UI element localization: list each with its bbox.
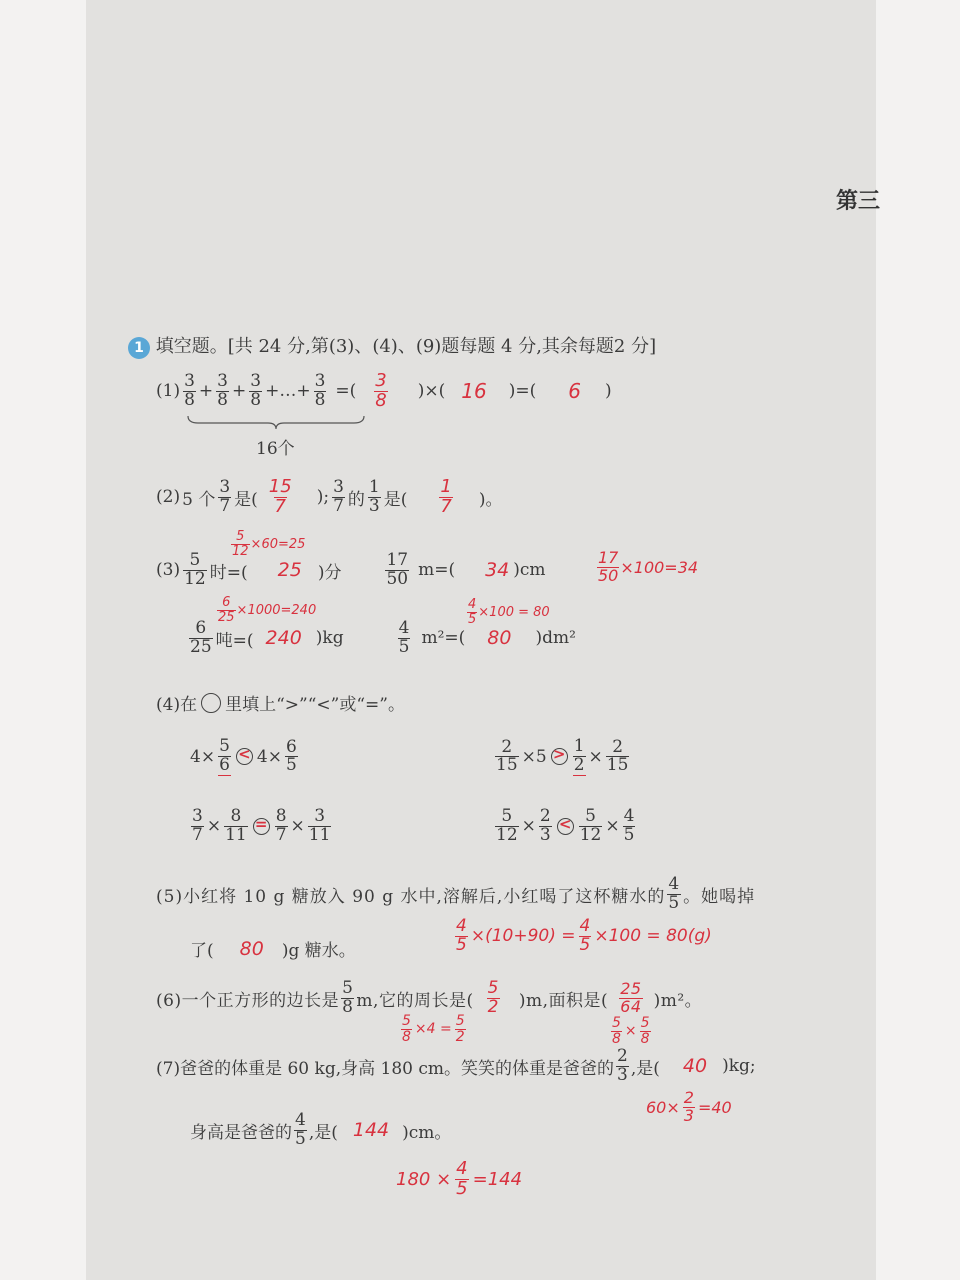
question-2 [156,478,502,517]
q7-fraction: 2 3 [617,1046,628,1085]
q7-text: )kg; [722,1056,756,1077]
q1-answer-result: 6 [568,379,581,404]
q6-fraction: 5 8 [342,978,354,1017]
q6-work-perimeter [400,1014,467,1044]
q2-text: )。 [478,489,503,510]
q4-e1-circle: < [236,748,253,765]
q5-work-text: ×100 = 80(g) [594,926,712,947]
q4-e1-fraction: $\frac{6}{5}$ [285,736,297,776]
q3-answer-d: 80 [487,627,512,650]
question-1 [156,372,612,411]
q5-work-fraction: $\frac{4}{5}$ [579,916,591,955]
q7-work-text: =40 [697,1097,732,1117]
q1-term-fraction: $\frac{3}{8}$ [250,371,262,410]
q4-e4-fraction: $\frac{2}{3}$ [539,806,551,845]
question-7-line-2 [190,1112,451,1149]
page-corner-heading: 第三 [836,189,881,214]
q4-e1-text: 4× [190,746,216,767]
q5-work-fraction: $\frac{4}{5}$ [456,916,467,955]
q4-e2-circle: > [551,748,568,765]
q4-e2-text: × [588,746,603,767]
q4-e4-text: × [521,816,536,837]
q3-unit: )分 [317,562,342,583]
question-6 [156,980,702,1017]
q3-work-a-text: ×60=25 [250,536,306,552]
q1-ellipsis: +…+ [265,381,311,402]
q6-work-fraction: $\frac{5}{8}$ [640,1015,650,1047]
q6-text: m,它的周长是( [356,990,474,1011]
q6-text: )m²。 [653,990,703,1011]
q4-e1-fraction: $\frac{5}{6}$ [219,736,230,775]
q3-answer-b: 34 [485,559,510,582]
q7-work-weight [646,1090,732,1125]
q3-work-c-text: ×1000=240 [236,602,317,618]
q3-fraction-a: 5 12 [184,550,206,589]
q1-term-fraction: 3 8 [184,371,195,410]
q5-text: (5)小红将 10 g 糖放入 90 g 水中,溶解后,小红喝了这杯糖水的 [156,886,666,907]
q7-answer-height: 144 [352,1119,390,1142]
q1-equals-2: )=( [508,381,537,402]
question-5-line-1 [156,876,755,913]
section-heading [128,332,656,359]
q5-text: )g 糖水。 [281,941,356,961]
q7-text: (7)爸爸的体重是 60 kg,身高 180 cm。笑笑的体重是爸爸的 [156,1058,615,1079]
q4-e2-fraction: $\frac{2}{15}$ [606,736,629,776]
q4-expression-1 [190,738,299,776]
q7-work-text: 180 × [396,1168,452,1190]
q3-unit: )dm² [535,628,576,649]
q6-text: (6)一个正方形的边长是 [156,990,340,1011]
q4-prompt-text: 里填上“>”“<”或“=”。 [225,695,405,715]
q6-work-area [610,1016,652,1046]
q7-work-fraction: $\frac{4}{5}$ [456,1158,468,1199]
q3-answer-c: 240 [265,627,302,650]
q3-fraction-b: 17 50 [386,550,409,589]
q4-e4-fraction: $\frac{5}{12}$ [496,806,518,845]
q6-answer-perimeter: 5 2 [487,978,499,1017]
q5-work-text: ×(10+90) = [470,926,576,947]
question-3-row-2 [188,620,576,657]
q3-work-c-fraction: $\frac{6}{25}$ [218,595,235,625]
q7-text: ,是( [630,1058,660,1079]
q3-fraction-d: 4 5 [398,618,410,657]
q1-plus: + [198,381,214,402]
q4-expression-3 [190,808,332,845]
q1-plus: + [232,381,247,402]
q2-fraction: 1 3 [368,477,380,516]
q7-fraction: 4 5 [295,1110,306,1149]
q4-e3-fraction: $\frac{8}{7}$ [275,806,287,845]
q1-answer-fraction: 3 8 [375,370,387,411]
q4-e2-fraction: $\frac{2}{15}$ [496,736,518,776]
q7-work-fraction: $\frac{2}{3}$ [683,1088,694,1125]
q4-e4-circle: < [557,818,574,835]
q4-expression-2 [494,738,630,776]
section-number-badge: 1 [128,337,150,359]
q2-text: 的 [347,489,365,510]
q3-work-d-fraction: $\frac{4}{5}$ [468,597,477,627]
q3-unit: m²=( [421,628,466,649]
q4-e3-fraction: $\frac{3}{7}$ [192,806,203,845]
q1-times: )×( [417,381,446,402]
q3-unit: 吨=( [215,630,254,651]
q4-prompt-text: (4)在 [156,695,198,715]
question-5-line-2 [190,936,356,961]
q4-e3-fraction: $\frac{8}{11}$ [225,806,247,845]
q3-answer-a: 25 [277,559,302,582]
q3-unit: )kg [315,628,344,649]
q2-fraction: 3 7 [219,477,231,516]
q4-expression-4 [494,808,636,845]
q2-text: 是( [383,489,408,510]
question-3-row-1 [156,552,546,589]
q7-text: 身高是爸爸的 [190,1122,292,1143]
q3-fraction-c: 6 25 [190,618,212,657]
q7-work-text: 60× [646,1097,680,1117]
q3-work-b-fraction: $\frac{17}{50}$ [598,548,619,585]
q5-work [454,918,712,955]
q2-number: (2) [156,487,181,508]
q1-equals: =( [335,381,357,402]
comparison-circle-icon [201,693,221,713]
q3-number: (3) [156,560,181,581]
q1-number: (1) [156,381,181,402]
q5-fraction: 4 5 [668,874,681,913]
q4-e3-circle: = [253,818,270,835]
q1-brace-label: 16个 [256,439,295,459]
q3-unit: 时=( [209,562,248,583]
q5-text: 了( [190,941,214,961]
q1-close-paren: ) [604,381,612,402]
q2-answer-fraction-1: 15 7 [268,476,292,517]
q1-answer-count: 16 [461,379,487,404]
q4-e4-fraction: $\frac{5}{12}$ [579,806,602,845]
q4-e4-fraction: $\frac{4}{5}$ [623,806,635,845]
q5-answer: 80 [239,937,264,960]
q3-work-b-text: ×100=34 [620,557,699,577]
q6-text: )m,面积是( [518,990,609,1011]
q6-work-fraction: $\frac{5}{8}$ [612,1015,621,1047]
q1-term-fraction: $\frac{3}{8}$ [314,371,326,410]
q5-text: 。她喝掉 [683,886,756,907]
q2-text: ); [316,487,330,508]
q3-unit: m=( [418,560,456,581]
q3-work-a-fraction: $\frac{5}{12}$ [232,529,249,559]
q4-e3-text: × [206,816,222,837]
question-4-prompt [156,690,405,715]
q1-underbrace [186,414,366,430]
q3-unit: )cm [513,560,546,581]
q2-text: 5 个 [182,489,216,510]
q7-answer-weight: 40 [682,1055,708,1078]
q7-text: )cm。 [402,1122,452,1143]
q7-text: ,是( [308,1122,338,1143]
q4-e3-text: × [290,816,305,837]
q2-text: 是( [234,489,258,510]
section-title: 填空题。[共 24 分,第(3)、(4)、(9)题每题 4 分,其余每题2 分] [155,336,657,357]
q4-e2-fraction: $\frac{1}{2}$ [573,736,585,775]
q4-e4-text: × [605,816,620,837]
q4-e1-text: 4× [256,746,282,767]
q6-work-fraction: $\frac{5}{8}$ [402,1013,411,1045]
q7-work-text: =144 [472,1168,523,1190]
q2-answer-fraction-2: 1 7 [440,476,452,517]
q3-work-b [596,550,698,585]
q4-e2-text: ×5 [521,746,547,767]
q1-term-fraction: $\frac{3}{8}$ [217,371,228,410]
q6-work-text: ×4 = [414,1021,452,1038]
question-7-line-1 [156,1048,756,1085]
q6-work-fraction: $\frac{5}{2}$ [455,1013,465,1045]
q4-e3-fraction: $\frac{3}{11}$ [308,806,331,845]
q6-work-text: × [624,1023,637,1040]
q6-answer-area: 25 64 [620,979,642,1016]
q2-fraction: 3 7 [333,477,344,516]
q3-work-d-text: ×100 = 80 [478,604,550,620]
q7-work-height [396,1160,522,1199]
